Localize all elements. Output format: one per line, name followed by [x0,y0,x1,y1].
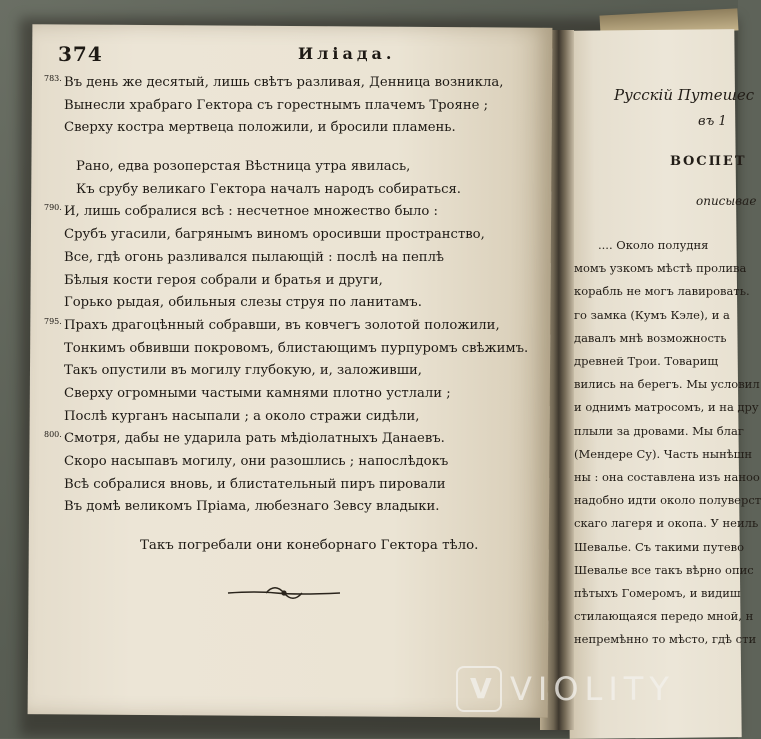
right-body-line: корабль не могъ лавировать. [574,284,750,299]
poem-line [64,270,544,293]
verse-text: Послѣ курганъ насыпали ; а около стражи сидѣли, [64,408,420,424]
poem-line [64,451,544,474]
verse-text: И, лишь собралися всѣ : несчетное множество было : [64,204,438,220]
watermark [456,666,726,716]
right-title-1: Русскій Путешес [614,86,755,104]
verse-number: 783. [44,74,62,83]
right-body-line: давалъ мнѣ возможность [574,330,727,345]
right-body-line: Шевалье. Съ такими путево [574,539,745,554]
poem-line [64,179,544,202]
closing-line: Такъ погребали они конеборнаго Гектора тѣло. [140,538,479,553]
right-body-line: и однимъ матросомъ, и на дру [574,400,759,415]
right-body-line: .... Около полудня [598,238,709,252]
right-title-2: въ 1 [698,114,727,129]
poem-line [64,406,544,429]
verse-number: 800. [44,430,62,440]
right-title-3: ВОСПЕТ [670,154,747,169]
right-body-line: плыли за дровами. Мы благ [574,423,744,438]
poem-line [64,156,544,179]
verse-text: Скоро насыпавъ могилу, они разошлись ; напослѣдокъ [64,454,449,469]
poem-line [64,360,544,383]
verse-text: Всѣ собралися вновь, и блистательный пиръ пировали [64,476,446,492]
right-body-line: вились на берегъ. Мы условил [574,377,760,392]
right-body-line: стилающаяся передо мной, н [574,609,754,624]
poem-line [64,292,544,315]
right-body-line: скаго лагеря и окопа. У неиль [574,516,759,531]
verse-text: Сверху костра мертвеца положили, и бросили пламень. [64,120,456,136]
poem-line [64,95,544,118]
verse-text: Горько рыдая, обильныя слезы струя по ланитамъ. [64,295,422,311]
poem-line [64,140,544,156]
poem-line [44,428,544,451]
right-title-4: описывае [696,194,757,208]
poem-line [64,338,544,361]
verse-number: 790. [44,203,62,213]
poem-line [64,474,544,497]
verse-text: Все, гдѣ огонь разливался пылающій : послѣ на пеплѣ [64,249,444,265]
verse-text: Срубъ угасили, багрянымъ виномъ оросивши пространство, [64,227,485,243]
poem-line [44,72,544,95]
verse-text: Бѣлыя кости героя собрали и братья и други, [64,272,383,288]
right-body-line: надобно идти около полуверст [574,493,761,508]
right-body-line: го замка (Кумъ Кэле), и а [574,307,730,322]
watermark-logo-letter: V [470,672,492,705]
poem-line [44,201,544,224]
verse-text: Прахъ драгоцѣнный собравши, въ ковчегъ золотой положили, [64,317,500,333]
verse-text: Вынесли храбраго Гектора съ горестнымъ плачемъ Трояне ; [64,97,489,113]
poem-line [44,315,544,338]
watermark-logo-icon [456,666,502,712]
right-body-line: (Мендере Су). Часть нынѣшн [574,446,753,461]
watermark-text: VIOLITY [510,670,675,708]
ornament-divider [226,584,342,602]
verse-text: Рано, едва розоперстая Вѣстница утра явилась, [76,159,411,175]
verse-text: Къ срубу великаго Гектора началъ народъ собираться. [76,181,461,197]
poem-line [64,496,544,519]
right-body-line: момъ узкомъ мѣстѣ пролива [574,261,747,276]
right-body-line: ны : она составлена изъ наноо [574,470,760,484]
right-body-line: древней Трои. Товарищ [574,354,719,368]
right-body-line: непремѣнно то мѣсто, гдѣ сти [574,632,757,647]
verse-text: Смотря, дабы не ударила рать мѣдіолатныхъ Данаевъ. [64,431,445,447]
poem-text [44,72,544,519]
poem-line [64,224,544,247]
verse-text: Въ домѣ великомъ Пріама, любезнаго Зевсу владыки. [64,499,440,515]
poem-line [64,117,544,140]
verse-text: Тонкимъ обвивши покровомъ, блистающимъ пурпуромъ свѣжимъ. [64,340,529,356]
poem-line [64,247,544,270]
right-body-line: пѣтыхъ Гомеромъ, и видиш [574,586,741,600]
right-body-line: Шевалье все такъ вѣрно опис [574,562,754,577]
poem-line [64,383,544,406]
verse-text: Въ день же десятый, лишь свѣтъ разливая, Денница возникла, [64,75,504,90]
verse-text: Сверху огромными частыми камнями плотно устлали ; [64,385,451,401]
running-title: Иліада. [298,44,396,63]
page-number: 374 [58,42,103,66]
verse-text: Такъ опустили въ могилу глубокую, и, заложивши, [64,363,422,379]
verse-number: 795. [44,316,62,326]
